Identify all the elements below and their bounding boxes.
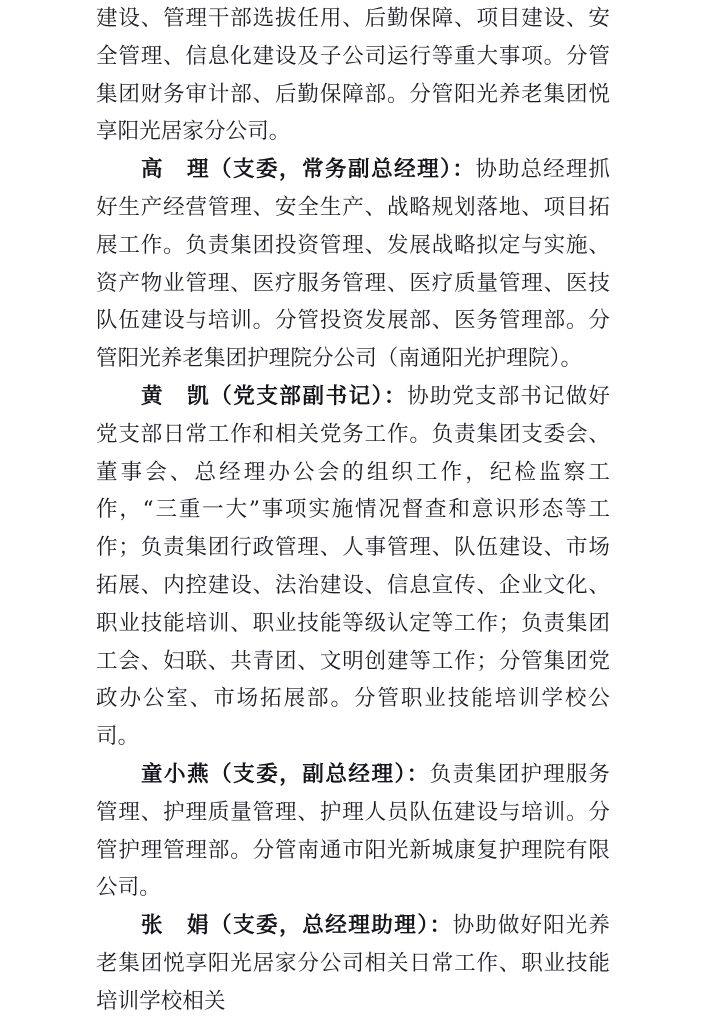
quote-close-mark: ” (248, 497, 260, 523)
person-name-and-title-zhang-juan (141, 913, 453, 938)
paragraph-body-zhang-juan: 协助做好阳光养老集团悦享阳光居家分公司相关日常工作、职业技能培训学校相关 (96, 913, 610, 1014)
person-name-tong-xiaoyan: 童小燕 (141, 761, 211, 787)
person-name-huang: 黄 (141, 383, 165, 409)
document-text-column (96, 0, 610, 1021)
paragraph-continuation (96, 0, 610, 151)
person-name-and-title-gao-li (141, 157, 475, 182)
paragraph-person-gao-li (96, 151, 610, 378)
paragraph-person-tong-xiaoyan (96, 756, 610, 907)
person-name-gao: 高 (141, 157, 165, 183)
quoted-term-san-zhong-yi-da: 三重一大 (153, 497, 249, 523)
person-name-second-li: 理 (186, 157, 211, 183)
paragraph-body-huang-kai-part1: 协助党支部书记做好党支部日常工作和相关党务工作。负责集团支委会、董事会、总经理办公会的组织工作，纪检监察工作， (96, 383, 610, 523)
person-name-and-title-tong-xiaoyan (141, 762, 430, 787)
person-name-second-kai: 凯 (186, 383, 211, 409)
person-name-second-juan: 娟 (186, 913, 211, 939)
person-title-zhang-juan: （支委，总经理助理）： (210, 913, 453, 939)
paragraph-body-text: 建设、管理干部选拔任用、后勤保障、项目建设、安全管理、信息化建设及子公司运行等重大事项。分管集团财务审计部、后勤保障部。分管阳光养老集团悦享阳光居家分公司。 (96, 6, 610, 145)
quote-open-mark: “ (142, 497, 154, 523)
person-title-tong-xiaoyan: （支委，副总经理）： (210, 761, 430, 787)
person-title-gao-li: （支委，常务副总经理）： (210, 157, 476, 183)
paragraph-person-zhang-juan (96, 907, 610, 1020)
person-title-huang-kai: （党支部副书记）： (210, 383, 408, 409)
person-name-zhang: 张 (141, 913, 165, 939)
paragraph-person-huang-kai (96, 378, 610, 756)
paragraph-body-gao-li: 协助总经理抓好生产经营管理、安全生产、战略规划落地、项目拓展工作。负责集团投资管理、发展战略拟定与实施、资产物业管理、医疗服务管理、医疗质量管理、医技队伍建设与培训。分管投资发展部、医务管理部。分管阳光养老集团护理院分公司（南通阳光护理院）。 (96, 157, 610, 372)
paragraph-body-tong-xiaoyan: 负责集团护理服务管理、护理质量管理、护理人员队伍建设与培训。分管护理管理部。分管南通市阳光新城康复护理院有限公司。 (96, 761, 610, 901)
person-name-and-title-huang-kai (141, 384, 407, 409)
paragraph-body-huang-kai-part2: 事项实施情况督查和意识形态等工作；负责集团行政管理、人事管理、队伍建设、市场拓展、内控建设、法治建设、信息宣传、企业文化、职业技能培训、职业技能等级认定等工作；负责集团工会、妇联、共青团、文明创建等工作；分管集团党政办公室、市场拓展部。分管职业技能培训学校公司。 (96, 497, 610, 750)
